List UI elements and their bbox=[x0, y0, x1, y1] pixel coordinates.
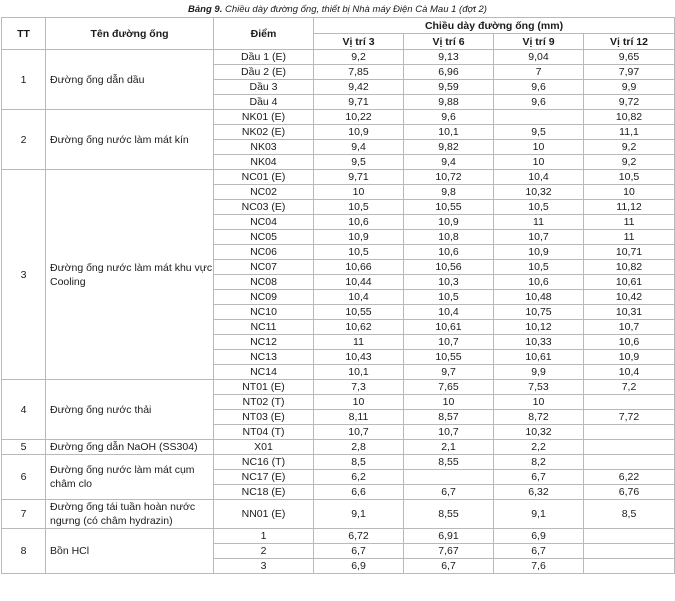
thickness-value: 10,56 bbox=[404, 260, 494, 275]
thickness-value bbox=[584, 455, 675, 470]
thickness-value: 10,7 bbox=[314, 425, 404, 440]
group-number: 1 bbox=[2, 50, 46, 110]
thickness-value: 9,2 bbox=[584, 155, 675, 170]
table-row bbox=[2, 170, 675, 185]
thickness-value: 10,5 bbox=[314, 200, 404, 215]
thickness-value: 9,8 bbox=[404, 185, 494, 200]
thickness-value: 8,5 bbox=[584, 500, 675, 529]
thickness-value: 7,6 bbox=[494, 559, 584, 574]
thickness-value: 9,42 bbox=[314, 80, 404, 95]
thickness-value: 10,4 bbox=[494, 170, 584, 185]
measure-point: NT01 (E) bbox=[214, 380, 314, 395]
thickness-value: 8,72 bbox=[494, 410, 584, 425]
thickness-value: 10,1 bbox=[314, 365, 404, 380]
thickness-value: 7,67 bbox=[404, 544, 494, 559]
thickness-value: 9,04 bbox=[494, 50, 584, 65]
thickness-value: 6,9 bbox=[314, 559, 404, 574]
thickness-value: 9,9 bbox=[494, 365, 584, 380]
thickness-value bbox=[584, 529, 675, 544]
header-name: Tên đường ống bbox=[46, 18, 214, 50]
thickness-value: 10,55 bbox=[404, 350, 494, 365]
group-number: 3 bbox=[2, 170, 46, 380]
thickness-value: 10,55 bbox=[314, 305, 404, 320]
thickness-value bbox=[584, 559, 675, 574]
thickness-value: 6,7 bbox=[404, 559, 494, 574]
thickness-value: 6,96 bbox=[404, 65, 494, 80]
measure-point: 1 bbox=[214, 529, 314, 544]
thickness-value: 9,5 bbox=[314, 155, 404, 170]
header-position-12: Vị trí 12 bbox=[584, 34, 675, 50]
thickness-value: 10,82 bbox=[584, 110, 675, 125]
measure-point: NC05 bbox=[214, 230, 314, 245]
thickness-value: 8,2 bbox=[494, 455, 584, 470]
measure-point: Dầu 1 (E) bbox=[214, 50, 314, 65]
pipe-name: Đường ống nước làm mát cụm châm clo bbox=[46, 455, 214, 500]
thickness-value: 9,65 bbox=[584, 50, 675, 65]
thickness-value: 10,8 bbox=[404, 230, 494, 245]
table-row bbox=[2, 455, 675, 470]
thickness-value: 10,6 bbox=[584, 335, 675, 350]
thickness-value: 10,7 bbox=[404, 425, 494, 440]
thickness-value: 9,6 bbox=[494, 80, 584, 95]
thickness-value: 9,7 bbox=[404, 365, 494, 380]
measure-point: NC09 bbox=[214, 290, 314, 305]
thickness-value: 10,7 bbox=[584, 320, 675, 335]
measure-point: NC03 (E) bbox=[214, 200, 314, 215]
thickness-value: 6,7 bbox=[494, 470, 584, 485]
measure-point: Dầu 3 bbox=[214, 80, 314, 95]
measure-point: NK04 bbox=[214, 155, 314, 170]
thickness-value: 6,91 bbox=[404, 529, 494, 544]
thickness-value: 7,97 bbox=[584, 65, 675, 80]
thickness-value: 10,42 bbox=[584, 290, 675, 305]
thickness-value: 10,9 bbox=[314, 125, 404, 140]
thickness-value bbox=[404, 470, 494, 485]
table-row bbox=[2, 440, 675, 455]
thickness-value: 10,4 bbox=[584, 365, 675, 380]
thickness-value: 9,82 bbox=[404, 140, 494, 155]
thickness-value: 2,1 bbox=[404, 440, 494, 455]
measure-point: NK01 (E) bbox=[214, 110, 314, 125]
thickness-value: 11 bbox=[584, 215, 675, 230]
thickness-value: 10,32 bbox=[494, 185, 584, 200]
header-tt: TT bbox=[2, 18, 46, 50]
thickness-value: 9,2 bbox=[584, 140, 675, 155]
pipe-thickness-table bbox=[1, 17, 675, 574]
thickness-value: 10,33 bbox=[494, 335, 584, 350]
thickness-value: 10,7 bbox=[404, 335, 494, 350]
thickness-value: 11,1 bbox=[584, 125, 675, 140]
thickness-value: 9,88 bbox=[404, 95, 494, 110]
caption-text: Chiều dày đường ống, thiết bị Nhà máy Điện Cà Mau 1 (đợt 2) bbox=[222, 4, 487, 15]
thickness-value bbox=[584, 544, 675, 559]
thickness-value: 6,6 bbox=[314, 485, 404, 500]
thickness-value: 8,11 bbox=[314, 410, 404, 425]
thickness-value: 10,75 bbox=[494, 305, 584, 320]
thickness-value: 9,59 bbox=[404, 80, 494, 95]
measure-point: NC14 bbox=[214, 365, 314, 380]
measure-point: NC04 bbox=[214, 215, 314, 230]
thickness-value: 10,4 bbox=[404, 305, 494, 320]
group-number: 5 bbox=[2, 440, 46, 455]
measure-point: NC10 bbox=[214, 305, 314, 320]
thickness-value: 6,7 bbox=[404, 485, 494, 500]
thickness-value: 10,5 bbox=[494, 260, 584, 275]
thickness-value: 10,3 bbox=[404, 275, 494, 290]
measure-point: NT04 (T) bbox=[214, 425, 314, 440]
thickness-value: 8,57 bbox=[404, 410, 494, 425]
thickness-value: 7,53 bbox=[494, 380, 584, 395]
thickness-value: 10,32 bbox=[494, 425, 584, 440]
thickness-value: 10,66 bbox=[314, 260, 404, 275]
header-position-6: Vị trí 6 bbox=[404, 34, 494, 50]
table-caption bbox=[0, 0, 675, 17]
thickness-value: 10 bbox=[404, 395, 494, 410]
thickness-value: 10,22 bbox=[314, 110, 404, 125]
thickness-value: 6,22 bbox=[584, 470, 675, 485]
measure-point: NC16 (T) bbox=[214, 455, 314, 470]
thickness-value: 8,55 bbox=[404, 455, 494, 470]
measure-point: NC02 bbox=[214, 185, 314, 200]
thickness-value: 6,7 bbox=[314, 544, 404, 559]
table-row bbox=[2, 500, 675, 529]
thickness-value: 10 bbox=[314, 395, 404, 410]
thickness-value: 2,2 bbox=[494, 440, 584, 455]
table-row bbox=[2, 380, 675, 395]
header-thickness: Chiều dày đường ống (mm) bbox=[314, 18, 675, 34]
thickness-value: 10,6 bbox=[314, 215, 404, 230]
thickness-value: 9,1 bbox=[494, 500, 584, 529]
thickness-value: 9,13 bbox=[404, 50, 494, 65]
thickness-value: 9,4 bbox=[404, 155, 494, 170]
thickness-value: 7 bbox=[494, 65, 584, 80]
thickness-value: 7,72 bbox=[584, 410, 675, 425]
measure-point: NT02 (T) bbox=[214, 395, 314, 410]
thickness-value: 10,62 bbox=[314, 320, 404, 335]
pipe-name: Đường ống dẫn NaOH (SS304) bbox=[46, 440, 214, 455]
measure-point: NC06 bbox=[214, 245, 314, 260]
pipe-name: Bồn HCl bbox=[46, 529, 214, 574]
measure-point: 3 bbox=[214, 559, 314, 574]
thickness-value: 10,71 bbox=[584, 245, 675, 260]
group-number: 4 bbox=[2, 380, 46, 440]
thickness-value: 10 bbox=[584, 185, 675, 200]
measure-point: NK02 (E) bbox=[214, 125, 314, 140]
thickness-value: 10,4 bbox=[314, 290, 404, 305]
thickness-value: 10,5 bbox=[314, 245, 404, 260]
header-point: Điểm bbox=[214, 18, 314, 50]
thickness-value: 2,8 bbox=[314, 440, 404, 455]
measure-point: 2 bbox=[214, 544, 314, 559]
table-row bbox=[2, 110, 675, 125]
thickness-value: 9,1 bbox=[314, 500, 404, 529]
thickness-value: 6,7 bbox=[494, 544, 584, 559]
thickness-value: 9,5 bbox=[494, 125, 584, 140]
thickness-value: 10,31 bbox=[584, 305, 675, 320]
measure-point: NC18 (E) bbox=[214, 485, 314, 500]
thickness-value: 9,71 bbox=[314, 95, 404, 110]
thickness-value: 11 bbox=[314, 335, 404, 350]
thickness-value: 10,5 bbox=[584, 170, 675, 185]
thickness-value: 10,9 bbox=[314, 230, 404, 245]
group-number: 6 bbox=[2, 455, 46, 500]
thickness-value: 10,61 bbox=[494, 350, 584, 365]
thickness-value: 10,6 bbox=[494, 275, 584, 290]
thickness-value: 9,6 bbox=[404, 110, 494, 125]
thickness-value: 10,5 bbox=[494, 200, 584, 215]
pipe-name: Đường ống tái tuần hoàn nước ngưng (có châm hydrazin) bbox=[46, 500, 214, 529]
group-number: 8 bbox=[2, 529, 46, 574]
thickness-value: 9,71 bbox=[314, 170, 404, 185]
pipe-name: Đường ống nước thải bbox=[46, 380, 214, 440]
table-row bbox=[2, 529, 675, 544]
thickness-value bbox=[584, 440, 675, 455]
table-body bbox=[2, 50, 675, 574]
header-position-9: Vị trí 9 bbox=[494, 34, 584, 50]
thickness-value: 6,2 bbox=[314, 470, 404, 485]
group-number: 7 bbox=[2, 500, 46, 529]
thickness-value: 10,44 bbox=[314, 275, 404, 290]
measure-point: X01 bbox=[214, 440, 314, 455]
thickness-value: 11 bbox=[584, 230, 675, 245]
thickness-value: 10,9 bbox=[584, 350, 675, 365]
measure-point: NC08 bbox=[214, 275, 314, 290]
thickness-value: 7,85 bbox=[314, 65, 404, 80]
measure-point: NK03 bbox=[214, 140, 314, 155]
table-row bbox=[2, 50, 675, 65]
thickness-value: 10,5 bbox=[404, 290, 494, 305]
pipe-name: Đường ống dẫn dầu bbox=[46, 50, 214, 110]
measure-point: NC13 bbox=[214, 350, 314, 365]
thickness-value: 10,6 bbox=[404, 245, 494, 260]
thickness-value: 10,9 bbox=[494, 245, 584, 260]
thickness-value: 10,12 bbox=[494, 320, 584, 335]
thickness-value: 9,4 bbox=[314, 140, 404, 155]
measure-point: NC17 (E) bbox=[214, 470, 314, 485]
thickness-value: 10,7 bbox=[494, 230, 584, 245]
thickness-value: 10,1 bbox=[404, 125, 494, 140]
thickness-value bbox=[494, 110, 584, 125]
thickness-value bbox=[584, 425, 675, 440]
group-number: 2 bbox=[2, 110, 46, 170]
thickness-value: 8,55 bbox=[404, 500, 494, 529]
measure-point: NN01 (E) bbox=[214, 500, 314, 529]
caption-label: Bảng 9. bbox=[188, 4, 223, 15]
thickness-value: 6,72 bbox=[314, 529, 404, 544]
thickness-value: 10,72 bbox=[404, 170, 494, 185]
measure-point: NC11 bbox=[214, 320, 314, 335]
thickness-value: 9,6 bbox=[494, 95, 584, 110]
thickness-value: 6,9 bbox=[494, 529, 584, 544]
measure-point: NC12 bbox=[214, 335, 314, 350]
measure-point: Dầu 2 (E) bbox=[214, 65, 314, 80]
thickness-value: 11,12 bbox=[584, 200, 675, 215]
thickness-value: 10,61 bbox=[404, 320, 494, 335]
thickness-value: 10 bbox=[494, 140, 584, 155]
pipe-name: Đường ống nước làm mát kín bbox=[46, 110, 214, 170]
measure-point: Dầu 4 bbox=[214, 95, 314, 110]
thickness-value: 9,72 bbox=[584, 95, 675, 110]
thickness-value: 10,82 bbox=[584, 260, 675, 275]
thickness-value: 10,9 bbox=[404, 215, 494, 230]
thickness-value bbox=[584, 395, 675, 410]
measure-point: NT03 (E) bbox=[214, 410, 314, 425]
thickness-value: 7,3 bbox=[314, 380, 404, 395]
thickness-value: 9,9 bbox=[584, 80, 675, 95]
thickness-value: 10 bbox=[494, 395, 584, 410]
thickness-value: 10,55 bbox=[404, 200, 494, 215]
thickness-value: 7,65 bbox=[404, 380, 494, 395]
pipe-name: Đường ống nước làm mát khu vực Cooling bbox=[46, 170, 214, 380]
thickness-value: 10,43 bbox=[314, 350, 404, 365]
thickness-value: 10,61 bbox=[584, 275, 675, 290]
thickness-value: 10 bbox=[494, 155, 584, 170]
header-position-3: Vị trí 3 bbox=[314, 34, 404, 50]
thickness-value: 8,5 bbox=[314, 455, 404, 470]
thickness-value: 10,48 bbox=[494, 290, 584, 305]
thickness-value: 9,2 bbox=[314, 50, 404, 65]
thickness-value: 6,76 bbox=[584, 485, 675, 500]
thickness-value: 10 bbox=[314, 185, 404, 200]
thickness-value: 7,2 bbox=[584, 380, 675, 395]
measure-point: NC01 (E) bbox=[214, 170, 314, 185]
measure-point: NC07 bbox=[214, 260, 314, 275]
thickness-value: 11 bbox=[494, 215, 584, 230]
thickness-value: 6,32 bbox=[494, 485, 584, 500]
